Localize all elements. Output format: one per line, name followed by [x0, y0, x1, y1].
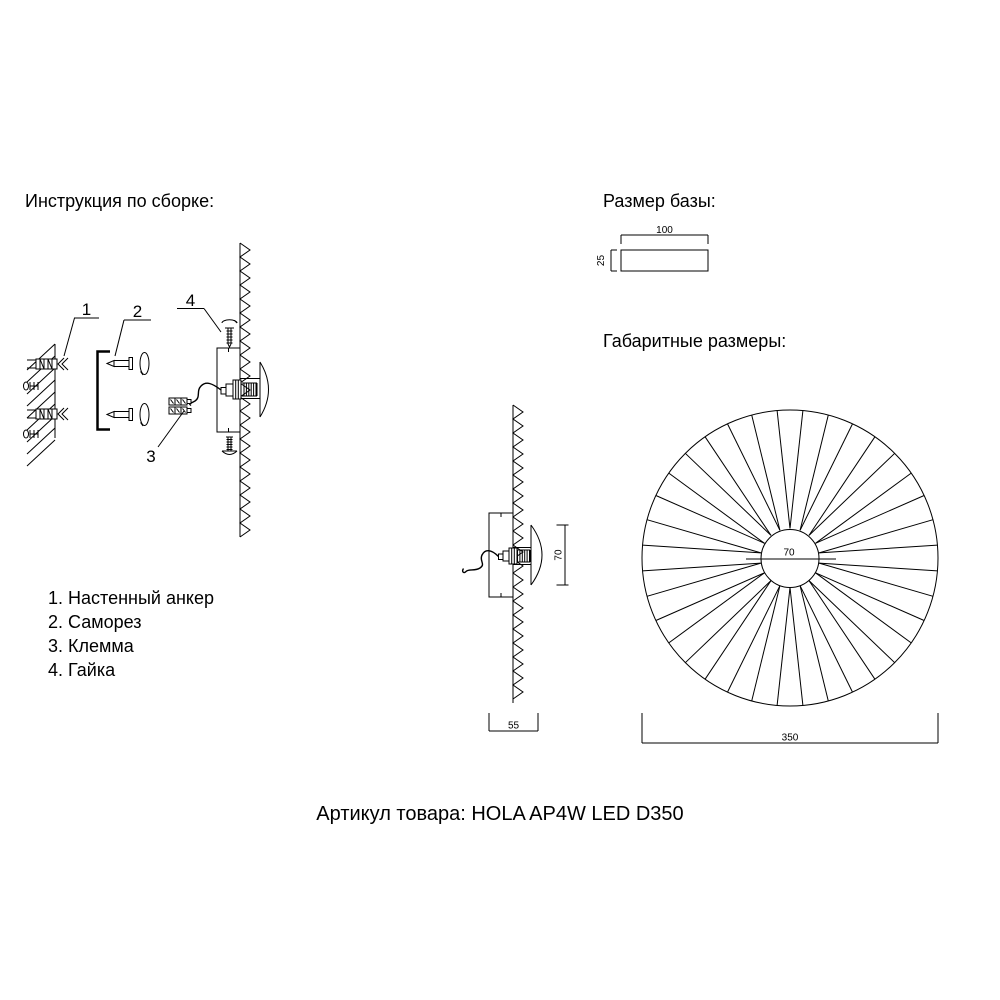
side-lamp-dome — [531, 525, 542, 585]
callout-screw-label: 2 — [132, 302, 143, 321]
power-wire — [190, 383, 221, 405]
callout-anchor-label: 1 — [81, 300, 92, 319]
callout-3 — [146, 411, 184, 466]
part-item-screw: 2. Саморез — [48, 612, 142, 632]
callout-4 — [177, 291, 221, 332]
base-width-dim: 100 — [656, 225, 673, 236]
nut-part — [222, 320, 237, 347]
callout-1 — [64, 300, 99, 356]
assembly-instructions-title: Инструкция по сборке: — [25, 191, 215, 211]
side-height-dim: 70 — [553, 549, 565, 561]
outer-diameter-dim: 350 — [781, 732, 799, 744]
lamp-dome — [260, 362, 269, 417]
side-depth-dimension — [489, 713, 538, 732]
base-rectangle — [621, 250, 708, 271]
part-item-anchor: 1. Настенный анкер — [48, 588, 214, 608]
side-depth-dim: 55 — [507, 720, 520, 732]
terminal-block — [169, 398, 191, 414]
side-view-drawing — [463, 405, 569, 732]
lower-screw-threads — [227, 440, 233, 450]
article-number: Артикул товара: HOLA AP4W LED D350 — [316, 803, 684, 825]
callout-2 — [115, 302, 151, 356]
part-item-terminal: 3. Клемма — [48, 636, 134, 656]
callout-nut-label: 4 — [185, 291, 196, 310]
assembly-diagram — [24, 243, 269, 537]
part-item-nut: 4. Гайка — [48, 660, 116, 680]
lower-screw — [222, 437, 237, 455]
base-height-dim: 25 — [596, 254, 607, 267]
wall-anchors — [27, 358, 68, 420]
nut-threads — [227, 331, 233, 343]
front-view-drawing — [642, 410, 938, 744]
screws — [107, 353, 149, 427]
overall-dimensions-title: Габаритные размеры: — [603, 331, 787, 351]
base-size-title: Размер базы: — [603, 191, 716, 211]
side-height-dimension — [554, 525, 569, 585]
hub-diameter-dim: 70 — [783, 547, 795, 559]
callout-terminal-label: 3 — [146, 447, 156, 466]
outer-diameter-dimension — [642, 713, 938, 744]
base-size-drawing — [596, 225, 708, 271]
